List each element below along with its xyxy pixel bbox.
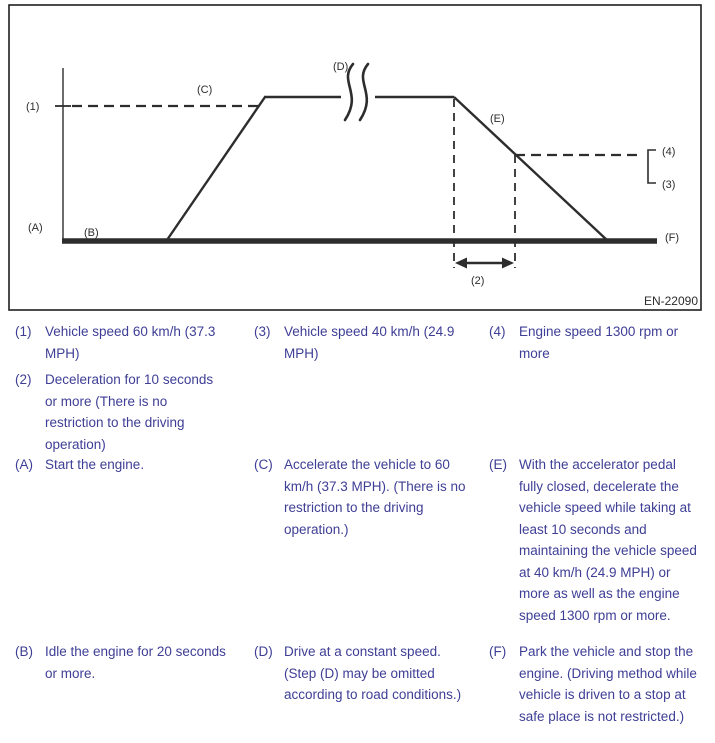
drive-pattern-figure xyxy=(0,0,715,315)
legend-key-2: (2) xyxy=(15,372,32,387)
legend-entry-D xyxy=(254,641,466,706)
label-2: (2) xyxy=(471,275,485,287)
legend-text-F: Park the vehicle and stop the engine. (Driving method while vehicle is driven to a stop at safe place is not restricted.) xyxy=(519,644,697,724)
legend-text-3: Vehicle speed 40 km/h (24.9 MPH) xyxy=(284,324,455,361)
label-F: (F) xyxy=(665,232,680,244)
legend-entry-3 xyxy=(254,321,466,364)
figure-code: EN-22090 xyxy=(643,294,698,308)
legend-entry-2 xyxy=(15,369,227,455)
legend-text-C: Accelerate the vehicle to 60 km/h (37.3 MPH). (There is no restriction to the driving operation.) xyxy=(284,457,466,537)
legend-entry-4 xyxy=(489,321,697,364)
label-1: (1) xyxy=(26,101,40,113)
legend-entry-C xyxy=(254,454,466,540)
figure-frame xyxy=(9,5,701,310)
legend-entry-F xyxy=(489,641,697,727)
drive-pattern-diagram xyxy=(0,0,715,315)
legend-entry-A xyxy=(15,454,227,476)
label-B: (B) xyxy=(84,227,99,239)
label-E: (E) xyxy=(490,113,505,125)
legend-text-4: Engine speed 1300 rpm or more xyxy=(519,324,679,361)
legend-text-1: Vehicle speed 60 km/h (37.3 MPH) xyxy=(45,324,216,361)
legend-entry-1 xyxy=(15,321,227,364)
legend-key-F: (F) xyxy=(489,644,507,659)
legend-entry-E xyxy=(489,454,697,626)
legend-key-C: (C) xyxy=(254,457,273,472)
legend-key-B: (B) xyxy=(15,644,33,659)
legend-text-E: With the accelerator pedal fully closed, decelerate the vehicle speed while taking at least 10 seconds and maintaining the vehicle speed at 40 km/h (24.9 MPH) or more as well as the engine speed 1300 rpm or more. xyxy=(519,457,697,623)
legend-text-D: Drive at a constant speed. (Step (D) may be omitted according to road conditions.) xyxy=(284,644,462,702)
legend-key-D: (D) xyxy=(254,644,273,659)
legend-key-4: (4) xyxy=(489,324,506,339)
label-3: (3) xyxy=(662,179,676,191)
legend-key-1: (1) xyxy=(15,324,32,339)
legend-key-A: (A) xyxy=(15,457,33,472)
label-4: (4) xyxy=(662,146,676,158)
legend-text-A: Start the engine. xyxy=(45,457,145,472)
legend-key-3: (3) xyxy=(254,324,271,339)
label-A: (A) xyxy=(28,222,43,234)
legend-entry-B xyxy=(15,641,227,684)
label-D: (D) xyxy=(333,61,349,73)
label-C: (C) xyxy=(197,84,213,96)
legend-text-B: Idle the engine for 20 seconds or more. xyxy=(45,644,226,681)
legend xyxy=(0,310,715,743)
legend-key-E: (E) xyxy=(489,457,507,472)
legend-text-2: Deceleration for 10 seconds or more (There is no restriction to the driving operation) xyxy=(45,372,214,452)
